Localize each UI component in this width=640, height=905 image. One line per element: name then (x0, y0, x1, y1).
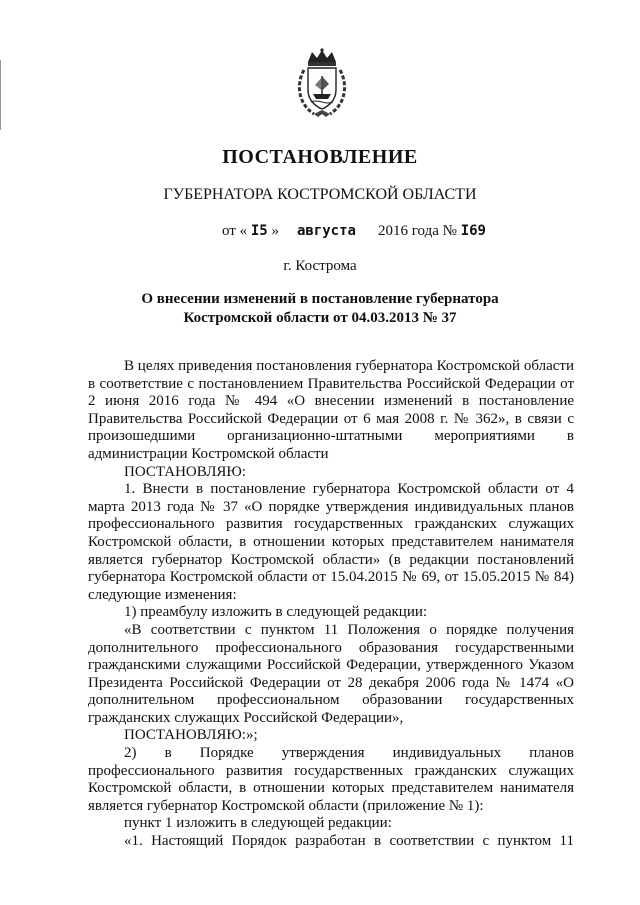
date-day: I5 (250, 223, 268, 239)
subject-line-2: Костромской области от 04.03.2013 № 37 (183, 310, 457, 326)
quoted-resolve: ПОСТАНОВЛЯЮ:»; (124, 727, 258, 744)
point-1-text: «1. Настоящий Порядок разработан в соответствии с пунктом 11 (124, 833, 574, 850)
date-year: 2016 года № (377, 223, 457, 239)
kostroma-coat-of-arms-icon (294, 48, 350, 118)
date-day-close: » (271, 223, 279, 239)
quoted-preamble-paragraph: «В соответствии с пунктом 11 Положения о порядке получения дополнительного профессионального образования государственными гражданскими служащими Российской Федерации, утвержденного Указом Президента Российской Федерации от 28 декабря 2006 года № 1474 «О дополнительном профессиональном образовании государственных гражданских служащих Российской Федерации», (88, 621, 574, 726)
document-title: ПОСТАНОВЛЕНИЕ (222, 146, 418, 168)
issuing-authority: ГУБЕРНАТОРА КОСТРОМСКОЙ ОБЛАСТИ (163, 186, 477, 203)
date-prefix: от « (222, 223, 248, 239)
date-month: августа (296, 223, 356, 239)
item-1-paragraph: 1. Внести в постановление губернатора Костромской области от 4 марта 2013 года № 37 «О порядке утверждения индивидуальных планов профессионального развития государственных гражданских служащих Костромской области, в отношении которых представителем нанимателя является губернатор Костромской области» (в редакции постановлений губернатора Костромской области от 15.04.2015 № 69, от 15.05.2015 № 84) следующие изменения: (88, 481, 574, 603)
scan-margin-mark (0, 60, 7, 130)
resolve-heading: ПОСТАНОВЛЯЮ: (124, 463, 246, 480)
document-subject (0, 290, 640, 328)
point-1-instruction: пункт 1 изложить в следующей редакции: (124, 815, 392, 832)
city: г. Кострома (283, 258, 357, 274)
document-body (88, 358, 574, 851)
document-number: I69 (460, 223, 486, 239)
item-1-1-paragraph: 1) преамбулу изложить в следующей редакции: (124, 604, 428, 621)
subject-line-1: О внесении изменений в постановление губернатора (141, 291, 499, 307)
date-line (222, 223, 486, 240)
item-1-2-paragraph: 2) в Порядке утверждения индивидуальных планов профессионального развития государственных гражданских служащих Костромской области, в отношении которых представителем нанимателя является губернатор Костромской области (приложение № 1): (88, 745, 574, 814)
preamble-paragraph: В целях приведения постановления губернатора Костромской области в соответствие с постановлением Правительства Российской Федерации от 2 июня 2016 года № 494 «О внесении изменений в постановление Правительства Российской Федерации от 6 мая 2008 г. № 362», в связи с произошедшими организационно-штатными мероприятиями в администрации Костромской области (88, 358, 574, 462)
